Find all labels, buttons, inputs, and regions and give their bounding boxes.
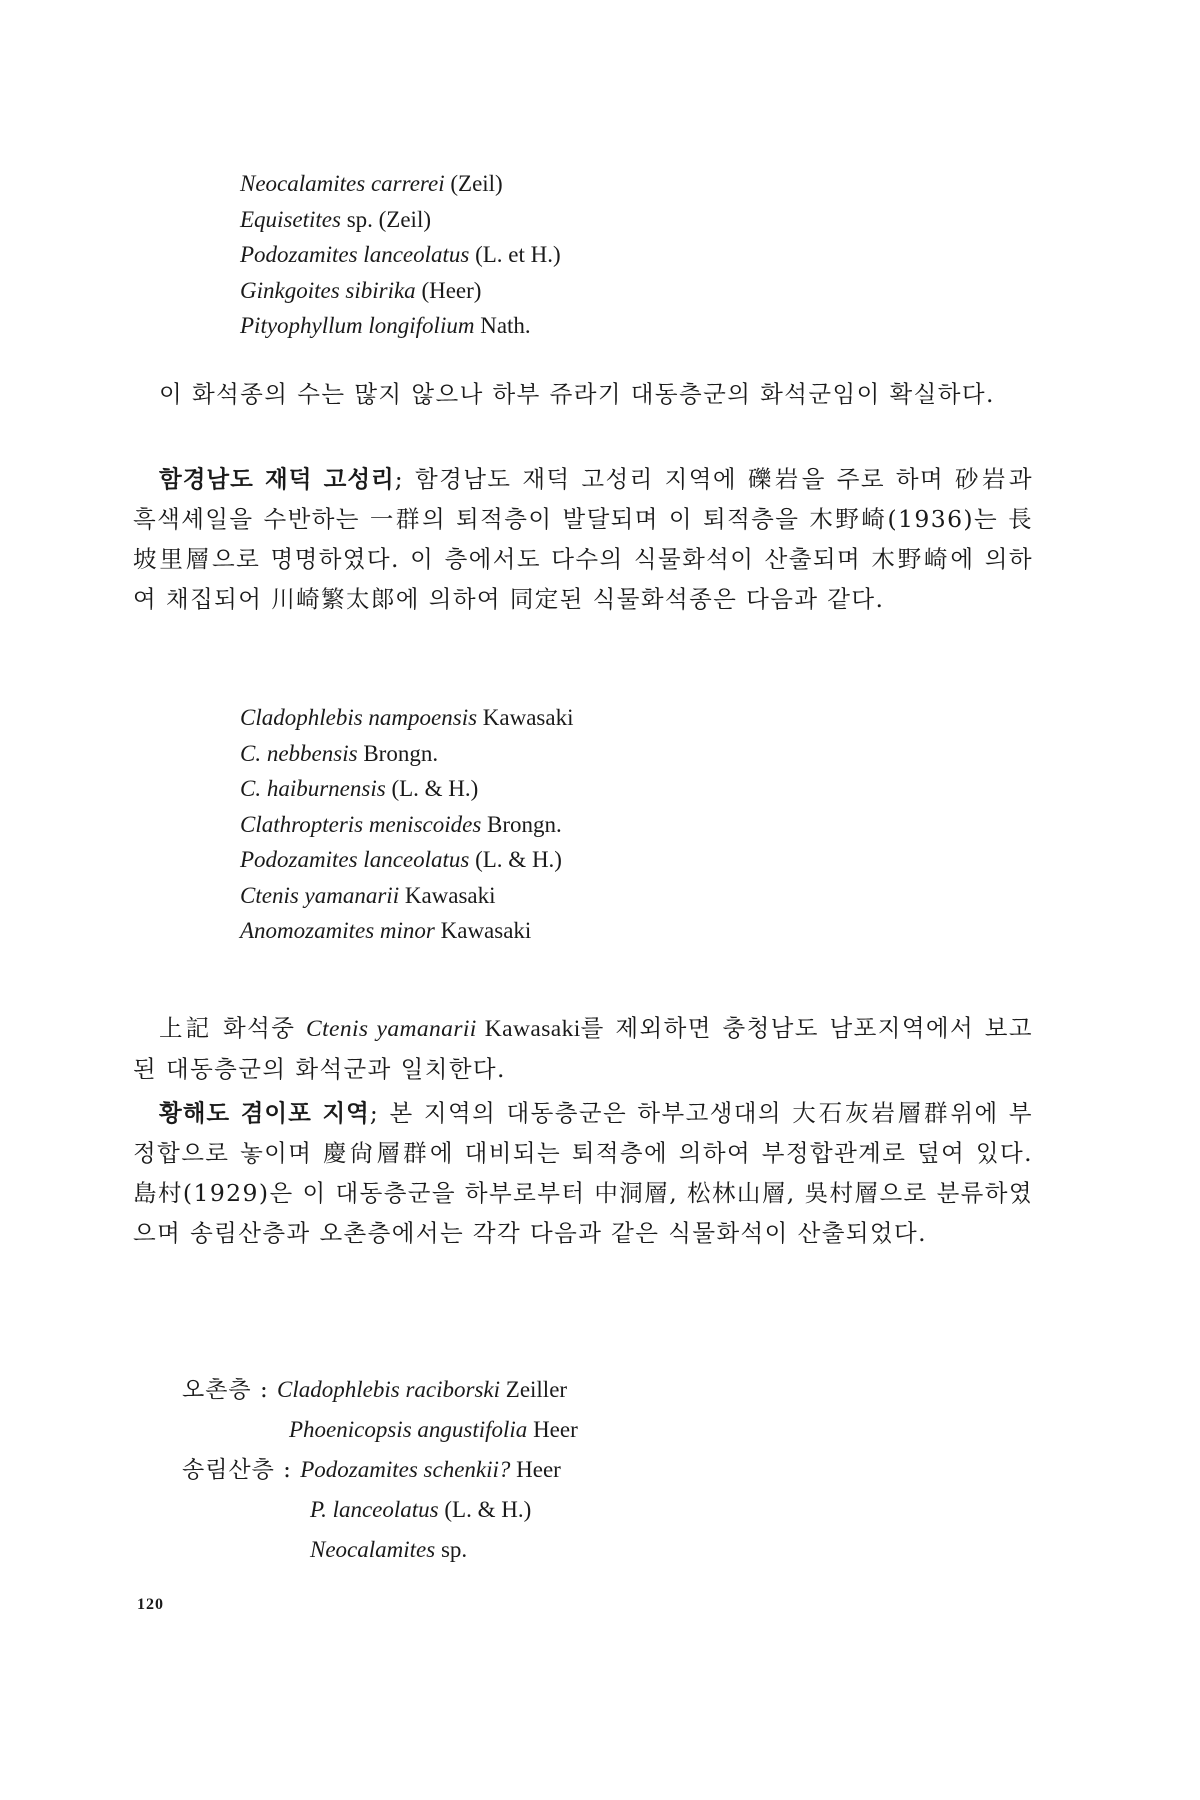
species-name: Ctenis yamanarii	[240, 882, 400, 908]
species-authority: Brongn.	[357, 740, 439, 766]
species-authority: Kawasaki	[399, 882, 496, 908]
species-list-2	[240, 700, 573, 949]
species-name: Clathropteris meniscoides	[240, 811, 482, 837]
species-row	[240, 237, 561, 273]
species-name: Podozamites lanceolatus	[240, 847, 470, 872]
strata-row	[182, 1490, 578, 1530]
species-name: P. lanceolatus	[310, 1497, 439, 1522]
species-row	[240, 878, 573, 914]
species-row	[240, 736, 573, 772]
paragraph-fossil-conclusion: 이 화석종의 수는 많지 않으나 하부 쥬라기 대동층군의 화석군임이 확실하다.	[159, 380, 995, 408]
species-authority: Zeiller	[500, 1377, 568, 1402]
species-authority: sp. (Zeil)	[340, 206, 431, 232]
paragraph-body: ; 본 지역의 대동층군은 하부고생대의 大石灰岩層群위에 부정합으로 놓이며 慶尙層群에 대비되는 퇴적층에 의하여 부정합관계로 덮여 있다. 島村(1929)은 이 대동층군을 하부로부터 中洞層, 松林山層, 吳村層으로 분류하였으며 송림산층과 오촌층에서는 각각 다음과 같은 식물화석이 산출되었다.	[133, 1099, 1033, 1247]
species-authority: Kawasaki	[434, 918, 532, 943]
species-name: Neocalamites	[310, 1537, 436, 1562]
species-name: Podozamites schenkii?	[300, 1457, 511, 1482]
species-authority: (Heer)	[415, 277, 482, 303]
species-authority: Heer	[527, 1417, 578, 1442]
section-heading-gyeomipo: 황해도 겸이포 지역	[159, 1099, 370, 1127]
species-row	[240, 807, 573, 843]
strata-row	[182, 1370, 578, 1410]
species-name: Equisetites	[240, 206, 341, 232]
species-row	[240, 913, 573, 949]
species-name: Ctenis yamanarii	[306, 1016, 477, 1042]
species-name: Ginkgoites sibirika	[240, 277, 416, 303]
strata-row	[182, 1530, 578, 1570]
species-name: Cladophlebis raciborski	[277, 1377, 501, 1402]
species-name: C. haiburnensis	[240, 776, 386, 801]
species-row	[240, 273, 561, 309]
strata-fossil-list	[182, 1370, 578, 1570]
species-authority: sp.	[435, 1537, 468, 1562]
paragraph-body: ; 함경남도 재덕 고성리 지역에 礫岩을 주로 하며 砂岩과 흑색셰일을 수반하는 一群의 퇴적층이 발달되며 이 퇴적층을 木野崎(1936)는 長坡里層으로 명명하였다. 이 층에서도 다수의 식물화석이 산출되며 木野崎에 의하여 채집되어 川崎繁太郞에 의하여 同定된 식물화석종은 다음과 같다.	[133, 465, 1033, 613]
species-authority: (L. & H.)	[385, 776, 479, 801]
species-authority: (L. et H.)	[469, 242, 561, 267]
section-heading-goseongri: 함경남도 재덕 고성리	[159, 465, 395, 493]
species-row	[240, 308, 561, 344]
species-name: C. nebbensis	[240, 740, 358, 766]
stratum-label-ochon: 오촌층 :	[182, 1377, 278, 1403]
paragraph-text: 를 제외하면 충청남도 남포지역에서 보고된 대동층군의 화석군과 일치한다.	[133, 1014, 1033, 1083]
strata-row	[182, 1410, 578, 1450]
paragraph-comparison	[133, 1008, 1033, 1089]
species-name: Anomozamites minor	[240, 918, 435, 943]
species-row	[240, 166, 561, 202]
species-authority: Brongn.	[481, 811, 562, 837]
species-authority: (Zeil)	[444, 171, 503, 196]
species-name: Pityophyllum longifolium	[240, 313, 475, 338]
species-authority: (L. & H.)	[469, 847, 562, 872]
page-number: 120	[137, 1596, 164, 1613]
species-authority: Nath.	[474, 313, 531, 338]
species-row	[240, 771, 573, 807]
species-authority: (L. & H.)	[438, 1497, 532, 1522]
species-row	[240, 842, 573, 878]
species-authority: Kawasaki	[477, 705, 574, 730]
paragraph-gyeomipo	[133, 1093, 1033, 1253]
species-authority: Kawasaki	[476, 1016, 581, 1042]
species-name: Cladophlebis nampoensis	[240, 705, 478, 730]
species-name: Podozamites lanceolatus	[240, 242, 470, 267]
paragraph-goseongri	[133, 459, 1033, 619]
species-name: Neocalamites carrerei	[240, 171, 445, 196]
stratum-label-songrimsan: 송림산층 :	[182, 1457, 301, 1483]
species-row	[240, 700, 573, 736]
species-name: Phoenicopsis angustifolia	[289, 1417, 528, 1442]
species-authority: Heer	[510, 1457, 561, 1482]
species-list-1	[240, 166, 561, 344]
strata-row	[182, 1450, 578, 1490]
paragraph-text: 上記 화석중	[159, 1014, 306, 1042]
species-row	[240, 202, 561, 238]
